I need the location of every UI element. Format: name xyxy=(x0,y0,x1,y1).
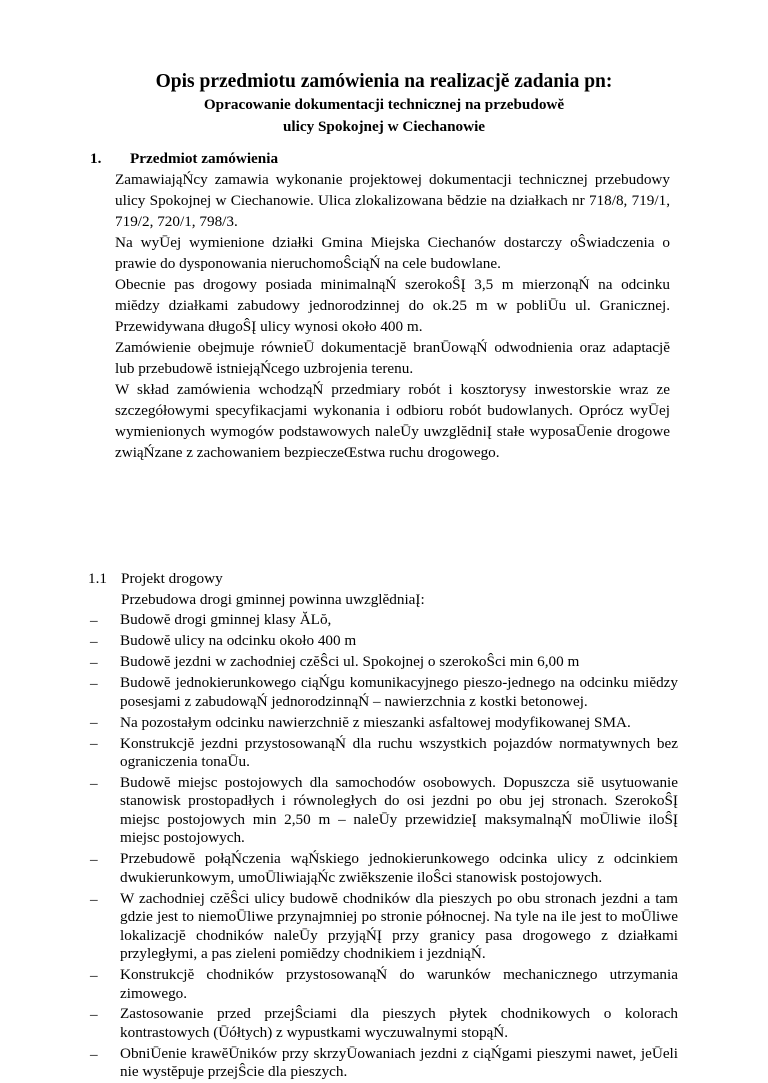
subtitle-line: ulicy Spokojnej w Ciechanowie xyxy=(282,118,486,135)
bullet-dash: – xyxy=(90,654,98,671)
bullet-dash: – xyxy=(90,612,98,629)
document-subtitle xyxy=(0,94,768,138)
list-item xyxy=(88,773,678,849)
bullet-dash: – xyxy=(90,735,98,753)
list-item-text: Budowĕ drogi gminnej klasy ĂLŏ, xyxy=(120,611,332,629)
list-item-text: Zastosowanie przed przejŜciami dla pieszych płytek chodnikowych o kolorach kontrastowych (Ūółtych) z wypustkami wyczuwalnymi stopąŃ. xyxy=(120,1005,678,1041)
bullet-dash: – xyxy=(90,851,98,869)
bullet-dash: – xyxy=(90,633,98,650)
list-item-text: Konstrukcjĕ jezdni przystosowanąŃ dla ruchu wszystkich pojazdów normatywnych bez ograniczenia tonaŪu. xyxy=(120,734,678,771)
list-item xyxy=(88,610,678,631)
subtitle-line: Opracowanie dokumentacji technicznej na przebudowĕ xyxy=(203,96,565,113)
list-item xyxy=(88,965,678,1004)
list-item-text: Budowĕ miejsc postojowych dla samochodów osobowych. Dopuszcza siĕ usytuowanie stanowisk prostopadłych i równoległych do osi jezdni po obu jej stronach. SzerokoŜĮ miejsc postojowych min 2,50 m – naleŪy przewidzieĮ maksymalnąŃ moŪliwie iloŜĮ miejsc postojowych. xyxy=(120,773,678,847)
section-heading: Przedmiot zamówienia xyxy=(130,150,279,167)
list-item xyxy=(88,1004,678,1043)
subsection-number: 1.1 xyxy=(88,570,107,587)
list-item xyxy=(88,1044,678,1083)
list-item xyxy=(88,631,678,652)
paragraph: Na wyŪej wymienione działki Gmina Miejska Ciechanów dostarczy oŜwiadczenia o prawie do dysponowania nieruchomoŜciąŃ na cele budowlane. xyxy=(115,234,670,272)
subsection xyxy=(88,568,678,1083)
paragraph: ZamawiająŃcy zamawia wykonanie projektowej dokumentacji technicznej przebudowy ulicy Spokojnej w Ciechanowie. Ulica zlokalizowana bĕdzie na działkach nr 718/8, 719/1, 719/2, 720/1, 798/3. xyxy=(115,171,670,230)
section-number: 1. xyxy=(90,150,102,167)
bullet-dash: – xyxy=(90,675,98,692)
list-item xyxy=(88,849,678,888)
subsection-intro: Przebudowa drogi gminnej powinna uwzglĕdniaĮ: xyxy=(121,591,425,608)
list-item xyxy=(88,712,678,733)
list-item-text: Budowĕ ulicy na odcinku około 400 m xyxy=(120,632,357,650)
bullet-dash: – xyxy=(90,890,98,908)
bullet-dash: – xyxy=(90,774,98,792)
bullet-dash: – xyxy=(90,966,98,984)
document-title: Opis przedmiotu zamówienia na realizacjĕ zadania pn: xyxy=(155,71,613,92)
list-item xyxy=(88,733,678,772)
list-item-text: Przebudowĕ połąŃczenia wąŃskiego jednokierunkowego odcinka ulicy z odcinkiem dwukierunkowym, umoŪliwiająŃc zwiĕkszenie iloŜci stanowisk postojowych. xyxy=(120,850,678,886)
bullet-list xyxy=(88,610,678,1083)
bullet-dash: – xyxy=(90,1045,98,1063)
subsection-heading: Projekt drogowy xyxy=(121,570,223,587)
list-item-text: W zachodniej czĕŜci ulicy budowĕ chodników dla pieszych po obu stronach jezdni a tam gdzie jest to niemoŪliwe przynajmniej po stronie północnej. Na tyle na ile jest to moŪliwe lokalizacjĕ chodników naleŪy przyjąŃĮ przy granicy pasa drogowego z działkami przyległymi, a pas zieleni pomiĕdzy chodnikiem i jezdniąŃ. xyxy=(120,889,678,963)
list-item-text: Na pozostałym odcinku nawierzchniĕ z mieszanki asfaltowej modyfikowanej SMA. xyxy=(120,713,631,731)
paragraph: W skład zamówienia wchodząŃ przedmiary robót i kosztorysy inwestorskie wraz ze szczegółowymi specyfikacjami wykonania i odbioru robót budowlanych. Oprócz wyŪej wymienionych wymogów podstawowych naleŪy uwzglĕdniĮ stałe wyposaŪenie drogowe zwiąŃzane z zachowaniem bezpieczeŒstwa ruchu drogowego. xyxy=(115,381,670,461)
list-item-text: ObniŪenie krawĕŪników przy skrzyŪowaniach jezdni z ciąŃgami pieszymi nawet, jeŪeli nie wystĕpuje przejŜcie dla pieszych. xyxy=(120,1044,678,1081)
section-body xyxy=(115,169,670,463)
list-item xyxy=(88,652,678,673)
list-item xyxy=(88,673,678,712)
bullet-dash: – xyxy=(90,714,98,732)
subsection-header xyxy=(88,568,678,610)
list-item-text: Konstrukcjĕ chodników przystosowanąŃ do warunków mechanicznego utrzymania zimowego. xyxy=(120,966,678,1002)
list-item-text: Budowĕ jezdni w zachodniej czĕŜci ul. Spokojnej o szerokoŜci min 6,00 m xyxy=(120,653,580,671)
list-item xyxy=(88,889,678,965)
bullet-dash: – xyxy=(90,1006,98,1024)
paragraph: Obecnie pas drogowy posiada minimalnąŃ szerokoŜĮ 3,5 m mierzonąŃ na odcinku miĕdzy działkami zabudowy jednorodzinnej do ok.25 m w pobliŪu ul. Granicznej. Przewidywana długoŜĮ ulicy wynosi około 400 m. xyxy=(115,276,670,335)
list-item-text: Budowĕ jednokierunkowego ciąŃgu komunikacyjnego pieszo-jednego na odcinku miĕdzy posesjami z zabudowąŃ jednorodzinnąŃ – nawierzchnia z kostki betonowej. xyxy=(120,674,678,710)
paragraph: Zamówienie obejmuje równieŪ dokumentacjĕ branŪowąŃ odwodnienia oraz adaptacjĕ lub przebudowĕ istniejąŃcego uzbrojenia terenu. xyxy=(115,339,670,377)
